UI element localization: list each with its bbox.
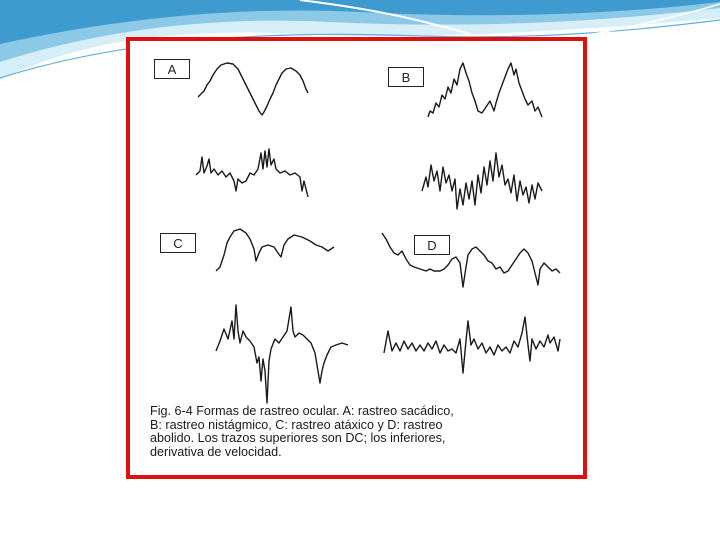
- trace-b-velocity: [422, 153, 542, 209]
- panel-label-a: A: [154, 59, 190, 79]
- panel-label-b: B: [388, 67, 424, 87]
- figure-caption: [150, 405, 575, 459]
- trace-b-dc: [428, 63, 542, 117]
- panel-label-c: C: [160, 233, 196, 253]
- caption-line: derivativa de velocidad.: [150, 444, 282, 459]
- caption-line: Fig. 6-4 Formas de rastreo ocular. A: rastreo sacádico,: [150, 404, 454, 418]
- trace-d-velocity: [384, 317, 560, 373]
- figure-frame: [126, 37, 587, 479]
- trace-c-dc: [216, 229, 334, 271]
- trace-a-velocity: [196, 149, 308, 197]
- trace-a-dc: [198, 63, 308, 115]
- trace-d-dc: [382, 233, 560, 287]
- caption-line: B: rastreo nistágmico, C: rastreo atáxico y D: rastreo: [150, 417, 443, 432]
- caption-line: abolido. Los trazos superiores son DC; los inferiores,: [150, 431, 446, 445]
- panel-label-d: D: [414, 235, 450, 255]
- trace-c-velocity: [216, 305, 348, 403]
